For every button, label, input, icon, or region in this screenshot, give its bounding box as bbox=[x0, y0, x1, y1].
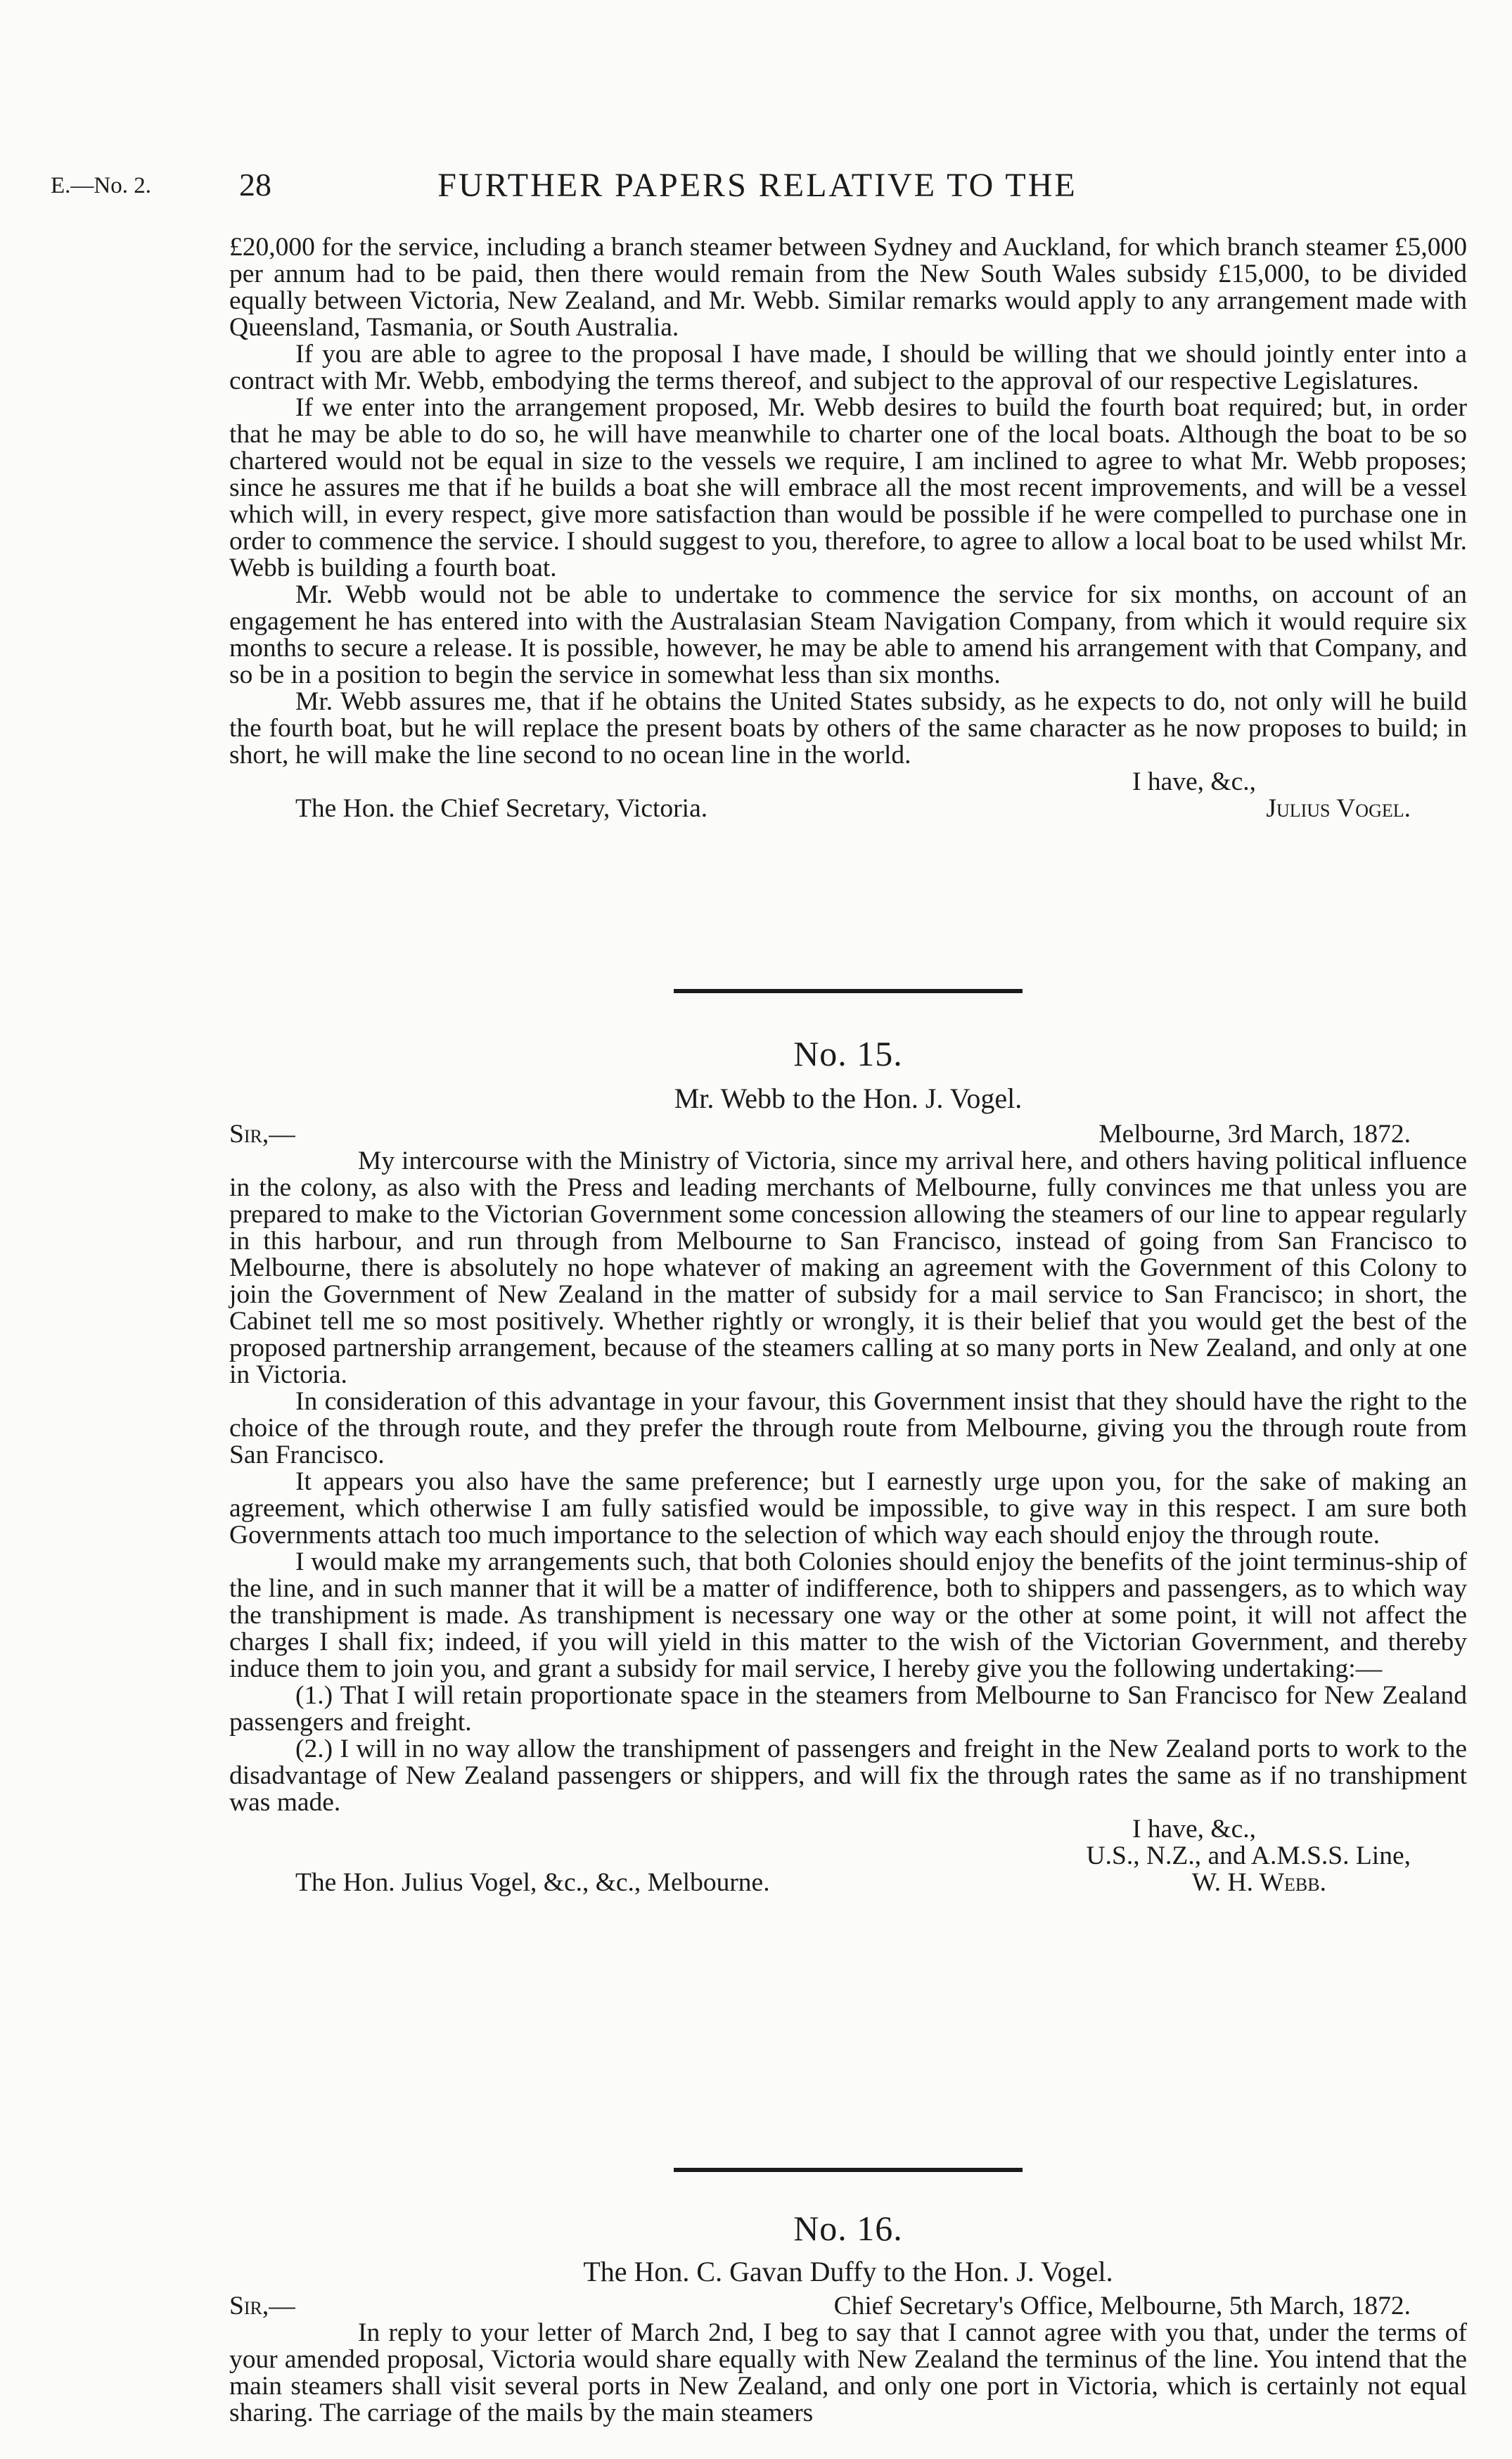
paragraph: My intercourse with the Ministry of Victoria, since my arrival here, and others having political influence in the colony, as also with the Press and leading merchants of Melbourne, fully convinces me that unless you are prepared to make to the Victorian Government some concession allowing the steamers of our line to appear regularly in this harbour, and run through from Melbourne to San Francisco, instead of going from San Francisco to Melbourne, there is absolutely no hope whatever of making an agreement with the Government of this Colony to join the Government of New Zealand in the matter of subsidy for a mail service to San Francisco; in short, the Cabinet tell me so most positively. Whether rightly or wrongly, it is their belief that you would get the best of the proposed partnership arrangement, because of the steamers calling at so many ports in New Zealand, and only at one in Victoria. bbox=[229, 1147, 1467, 1389]
paragraph: In consideration of this advantage in your favour, this Government insist that they should have the right to the choice of the through route, and they prefer the through route from Melbourne, giving you the through route from San Francisco. bbox=[229, 1387, 1467, 1469]
paragraph: In reply to your letter of March 2nd, I beg to say that I cannot agree with you that, under the terms of your amended proposal, Victoria would share equally with New Zealand the terminus of the line. You intend that the main steamers shall visit several ports in New Zealand, and only one port in Victoria, which is certainly not equal sharing. The carriage of the mails by the main steamers bbox=[229, 2318, 1467, 2427]
running-title: FURTHER PAPERS RELATIVE TO THE bbox=[437, 167, 1077, 204]
section-rule bbox=[674, 989, 1023, 993]
closing: I have, &c., bbox=[1132, 1815, 1256, 1844]
letter-heading: The Hon. C. Gavan Duffy to the Hon. J. Vogel. bbox=[583, 2256, 1113, 2287]
paragraph: Mr. Webb would not be able to undertake to commence the service for six months, on account of an engagement he has entered into with the Australasian Steam Navigation Company, from which it would require six months to secure a release. It is possible, however, he may be able to amend his arrangement with that Company, and so be in a position to begin the service in somewhat less than six months. bbox=[229, 580, 1467, 689]
page-number: 28 bbox=[239, 167, 271, 203]
letter-number: No. 16. bbox=[793, 2209, 903, 2248]
place-date: Melbourne, 3rd March, 1872. bbox=[1098, 1120, 1411, 1149]
letter-continued bbox=[229, 234, 1467, 822]
signature: Julius Vogel. bbox=[1266, 794, 1411, 823]
paragraph: If you are able to agree to the proposal I have made, I should be willing that we should jointly enter into a contract with Mr. Webb, embodying the terms thereof, and subject to the approval of our respective Legislatures. bbox=[229, 340, 1467, 395]
salutation: Sir,— bbox=[229, 1120, 295, 1149]
paragraph: £20,000 for the service, including a branch steamer between Sydney and Auckland, for which branch steamer £5,000 per annum had to be paid, then there would remain from the New South Wales subsidy £15,000, to be divided equally between Victoria, New Zealand, and Mr. Webb. Similar remarks would apply to any arrangement made with Queensland, Tasmania, or South Australia. bbox=[229, 233, 1467, 342]
document-reference: E.—No. 2. bbox=[51, 173, 151, 198]
closing: I have, &c., bbox=[1132, 767, 1256, 796]
salutation: Sir,— bbox=[229, 2292, 295, 2320]
paragraph: If we enter into the arrangement proposed, Mr. Webb desires to build the fourth boat required; but, in order that he may be able to do so, he will have meanwhile to charter one of the local boats. Although the boat to be so chartered would not be equal in size to the vessels we require, I am inclined to agree to what Mr. Webb proposes; since he assures me that if he builds a boat she will embrace all the most recent improvements, and will be a vessel which will, in every respect, give more satisfaction than would be possible if he were compelled to purchase one in order to commence the service. I should suggest to you, therefore, to agree to allow a local boat to be used whilst Mr. Webb is building a fourth boat. bbox=[229, 393, 1467, 582]
letter-15 bbox=[229, 1034, 1467, 1896]
paragraph: I would make my arrangements such, that both Colonies should enjoy the benefits of the joint terminus-ship of the line, and in such manner that it will be a matter of indifference, both to shippers and passengers, as to which way the transhipment is made. As transhipment is necessary one way or the other at some point, it will not affect the charges I shall fix; indeed, if you will yield in this matter to the wish of the Victorian Government, and thereby induce them to join you, and grant a subsidy for mail service, I hereby give you the following undertaking:— bbox=[229, 1547, 1467, 1683]
line-name: U.S., N.Z., and A.M.S.S. Line, bbox=[1086, 1841, 1411, 1870]
place-date: Chief Secretary's Office, Melbourne, 5th March, 1872. bbox=[833, 2292, 1411, 2320]
addressee: The Hon. the Chief Secretary, Victoria. bbox=[295, 794, 708, 823]
paragraph: (2.) I will in no way allow the transhipment of passengers and freight in the New Zealand ports to work to the disadvantage of New Zealand passengers or shippers, and will fix the through rates the same as if no transhipment was made. bbox=[229, 1735, 1467, 1817]
paragraph: It appears you also have the same preference; but I earnestly urge upon you, for the sake of making an agreement, which otherwise I am fully satisfied would be impossible, to give way in this respect. I am sure both Governments attach too much importance to the selection of which way each should enjoy the through route. bbox=[229, 1467, 1467, 1550]
paragraph: (1.) That I will retain proportionate space in the steamers from Melbourne to San Francisco for New Zealand passengers and freight. bbox=[229, 1681, 1467, 1737]
running-header bbox=[51, 166, 1464, 208]
letter-heading: Mr. Webb to the Hon. J. Vogel. bbox=[674, 1082, 1023, 1114]
addressee-row bbox=[229, 1870, 1467, 1896]
salutation-row bbox=[229, 1121, 1467, 1148]
signature: W. H. Webb. bbox=[1191, 1868, 1326, 1897]
section-rule bbox=[674, 2168, 1023, 2172]
letter-16 bbox=[229, 2209, 1467, 2427]
addressee: The Hon. Julius Vogel, &c., &c., Melbourne. bbox=[295, 1868, 770, 1897]
salutation-row bbox=[229, 2293, 1467, 2320]
letter-number: No. 15. bbox=[793, 1034, 903, 1073]
addressee-row bbox=[229, 796, 1467, 822]
paragraph: Mr. Webb assures me, that if he obtains the United States subsidy, as he expects to do, not only will he build the fourth boat, but he will replace the present boats by others of the same character as he now proposes to build; in short, he will make the line second to no ocean line in the world. bbox=[229, 687, 1467, 769]
